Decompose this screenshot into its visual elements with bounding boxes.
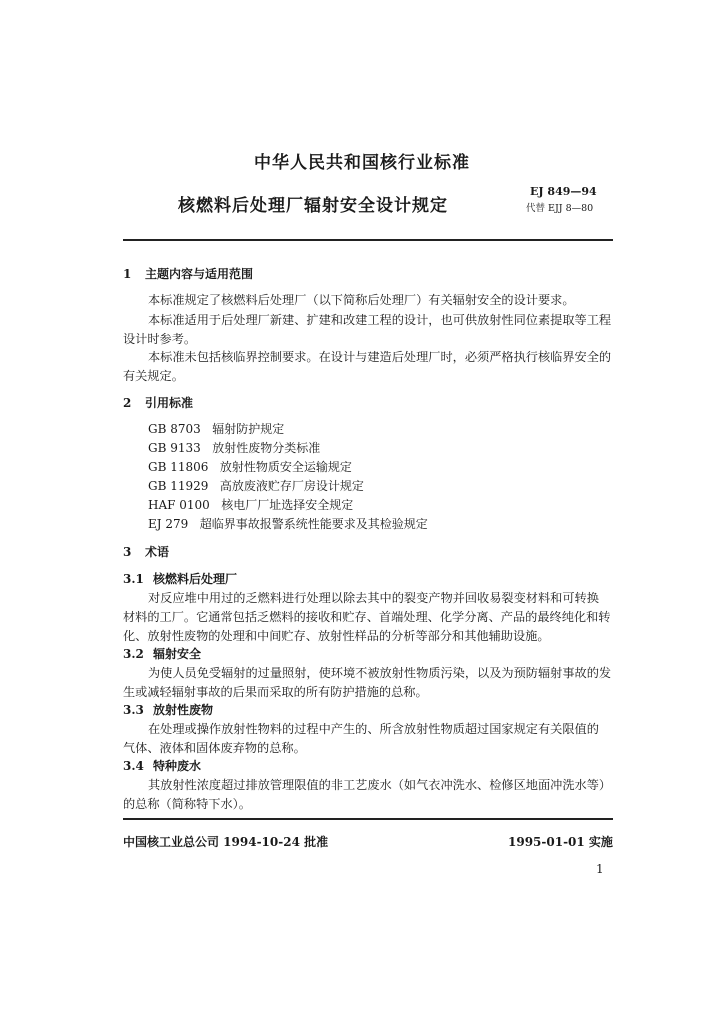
reference-code: GB 9133 [148,441,201,455]
term-heading [123,701,213,718]
paragraph-line: 设计时参考。 [123,332,197,346]
section-number: 2 [123,396,132,410]
standard-code: EJ 849—94 [530,185,597,198]
standard-category: 中华人民共和国核行业标准 [254,153,470,173]
paragraph-line: 的总称（简称特下水）。 [123,797,251,811]
term-heading [123,645,201,662]
reference-item [148,420,284,437]
paragraph-line: 为使人员免受辐射的过量照射，使环境不被放射性物质污染，以及为预防辐射事故的发 [148,666,612,680]
reference-code: GB 11929 [148,479,209,493]
section-number: 1 [123,267,132,281]
term-title: 放射性废物 [153,703,214,717]
reference-name: 放射性物质安全运输规定 [219,460,352,474]
approval-line: 中国核工业总公司 1994-10-24 批准 [123,835,329,849]
paragraph-line: 有关规定。 [123,369,184,383]
term-number: 3.1 [123,572,144,586]
term-title: 核燃料后处理厂 [153,572,238,586]
reference-code: HAF 0100 [148,498,210,512]
reference-item [148,515,428,532]
paragraph-line: 化、放射性废物的处理和中间贮存、放射性样品的分析等部分和其他辅助设施。 [123,629,550,643]
section-heading-2 [123,394,193,411]
paragraph-line: 其放射性浓度超过排放管理限值的非工艺废水（如气衣冲洗水、检修区地面冲洗水等） [148,778,612,792]
section-heading-3 [123,543,169,560]
paragraph-line: 生或减轻辐射事故的后果而采取的所有防护措施的总称。 [123,685,428,699]
section-number: 3 [123,545,132,559]
document-title: 核燃料后处理厂辐射安全设计规定 [178,196,448,216]
section-title: 引用标准 [145,396,194,410]
term-title: 辐射安全 [153,647,202,661]
paragraph-line: 本标准未包括核临界控制要求。在设计与建造后处理厂时，必须严格执行核临界安全的 [148,350,612,364]
term-number: 3.2 [123,647,144,661]
term-heading [123,757,201,774]
term-title: 特种废水 [153,759,202,773]
reference-item [148,477,364,494]
reference-code: GB 8703 [148,422,201,436]
term-heading [123,570,237,587]
page-number: 1 [596,862,604,876]
term-number: 3.3 [123,703,144,717]
reference-name: 核电厂厂址选择安全规定 [221,498,354,512]
section-title: 术语 [145,545,170,559]
header-divider [123,239,613,241]
reference-name: 放射性废物分类标准 [212,441,321,455]
term-number: 3.4 [123,759,144,773]
reference-name: 高放废液贮存厂房设计规定 [219,479,364,493]
effective-date: 1995-01-01 实施 [508,835,613,849]
section-heading-1 [123,265,253,282]
paragraph-line: 气体、液体和固体废弃物的总称。 [123,741,306,755]
reference-item [148,439,320,456]
reference-code: GB 11806 [148,460,209,474]
section-title: 主题内容与适用范围 [145,267,254,281]
reference-item [148,496,353,513]
paragraph-line: 本标准适用于后处理厂新建、扩建和改建工程的设计，也可供放射性同位素提取等工程 [148,313,612,327]
reference-name: 辐射防护规定 [212,422,285,436]
paragraph: 本标准规定了核燃料后处理厂（以下简称后处理厂）有关辐射安全的设计要求。 [148,293,575,307]
reference-item [148,458,352,475]
footer-divider [123,818,613,820]
paragraph-line: 在处理或操作放射性物料的过程中产生的、所含放射性物质超过国家规定有关限值的 [148,722,599,736]
paragraph-line: 对反应堆中用过的乏燃料进行处理以除去其中的裂变产物并回收易裂变材料和可转换 [148,591,599,605]
reference-name: 超临界事故报警系统性能要求及其检验规定 [199,517,428,531]
reference-code: EJ 279 [148,517,189,531]
replaced-standard: 代替 EJJ 8—80 [526,203,594,214]
paragraph-line: 材料的工厂。它通常包括乏燃料的接收和贮存、首端处理、化学分离、产品的最终纯化和转 [123,610,611,624]
